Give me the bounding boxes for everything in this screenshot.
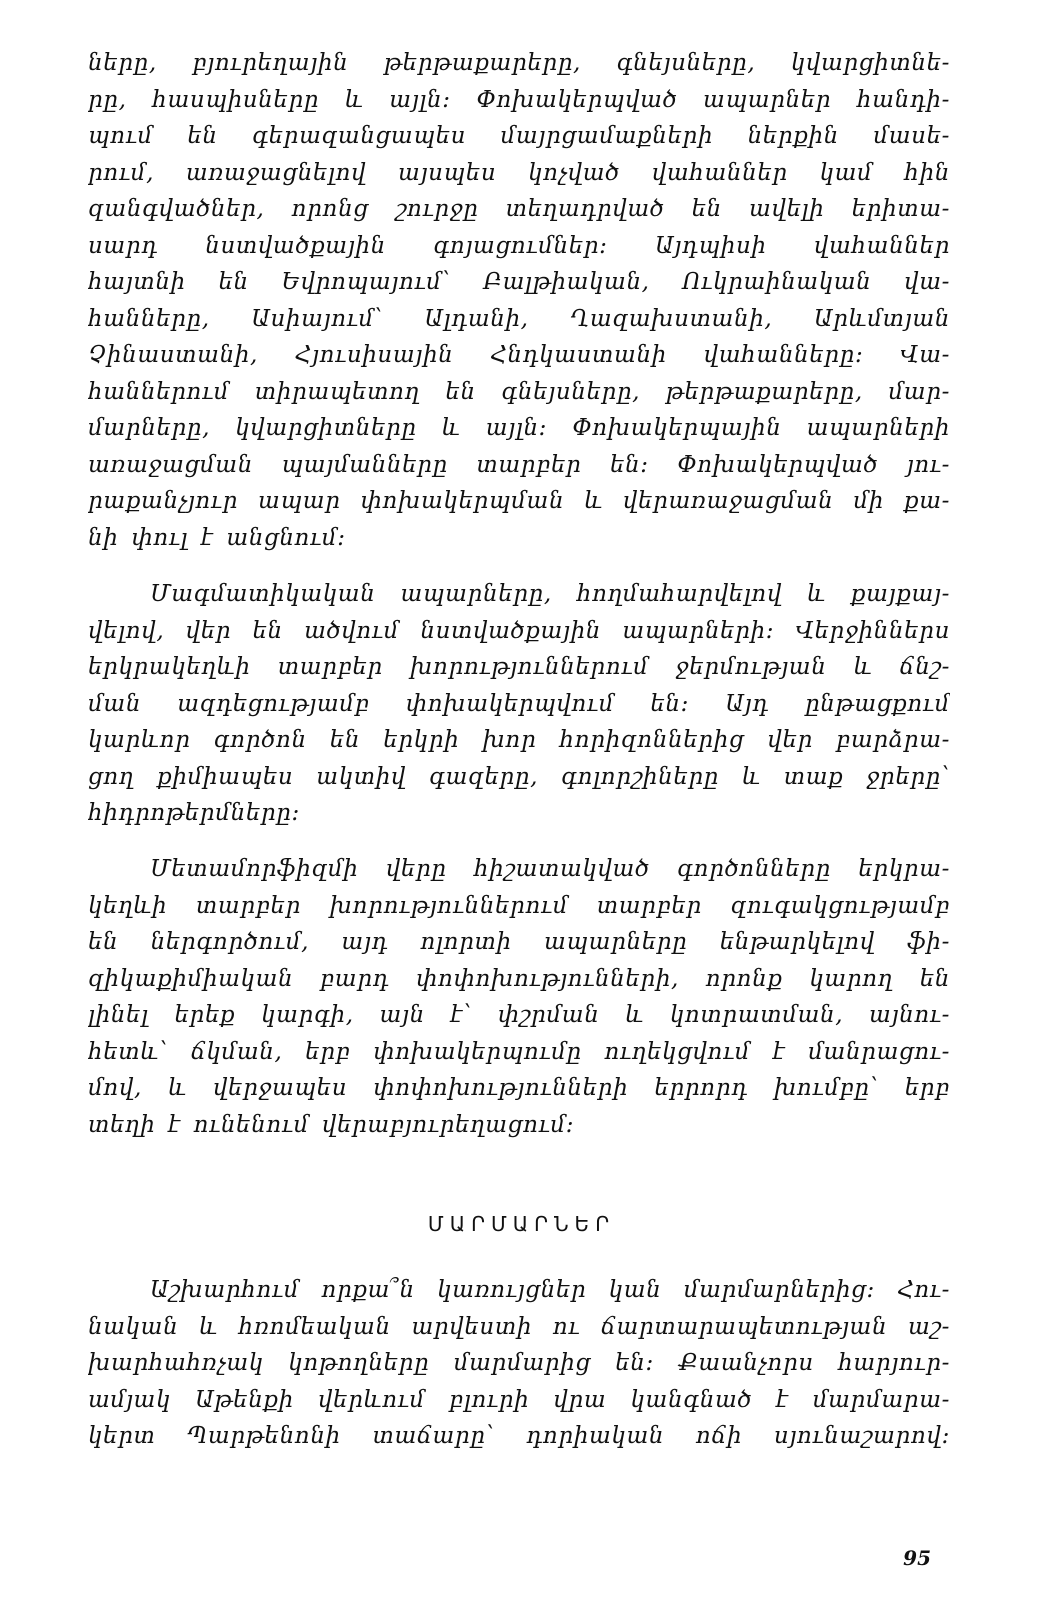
paragraph-magmatic-rocks bbox=[88, 576, 950, 832]
text-line: Աշխարհում որքա՞ն կառույցներ կան մարմարներից։ Հու- bbox=[150, 1277, 950, 1303]
text-line: ցող քիմիապես ակտիվ գազերը, գոլորշիները և տաք ջրերը՝ bbox=[88, 763, 950, 790]
text-line: հաններում տիրապետող են գնեյսները, թերթաքարերը, մար- bbox=[88, 378, 950, 405]
text-line: պում են գերազանցապես մայրցամաքների ներքին մասե- bbox=[88, 123, 950, 149]
page-number: 95 bbox=[903, 1546, 931, 1570]
text-line: րաքանչյուր ապար փոխակերպման և վերառաջացման մի քա- bbox=[88, 488, 950, 514]
text-line: րը, հասպիսները և այլն։ Փոխակերպված ապարներ հանդի- bbox=[88, 86, 950, 113]
paragraph-metamorphic-rocks bbox=[88, 45, 950, 556]
paragraph-marbles bbox=[88, 1272, 950, 1455]
text-line: առաջացման պայմանները տարբեր են։ Փոխակերպված յու- bbox=[88, 451, 950, 478]
text-line: հանները, Ասիայում՝ Ալդանի, Ղազախստանի, Արևմտյան bbox=[88, 305, 950, 332]
text-line: ամյակ Աթենքի վերևում բլուրի վրա կանգնած է մարմարա- bbox=[88, 1386, 950, 1413]
text-line: են ներգործում, այդ ոլորտի ապարները ենթարկելով ֆի- bbox=[88, 929, 950, 955]
text-line: Մագմատիկական ապարները, հողմահարվելով և քայքայ- bbox=[150, 581, 950, 607]
text-line: կեղևի տարբեր խորություններում տարբեր զուգակցությամբ bbox=[88, 892, 950, 919]
text-line: լինել երեք կարգի, այն է՝ փշրման և կոտրատման, այնու- bbox=[88, 1002, 950, 1028]
text-line: նական և հռոմեական արվեստի ու ճարտարապետության աշ- bbox=[88, 1313, 950, 1340]
paragraph-metamorphism bbox=[88, 851, 950, 1143]
text-line: տեղի է ունենում վերաբյուրեղացում։ bbox=[88, 1111, 575, 1138]
text-line: Մետամորֆիզմի վերը հիշատակված գործոնները երկրա- bbox=[150, 856, 950, 882]
text-line: րում, առաջացնելով այսպես կոչված վահաններ կամ հին bbox=[88, 159, 950, 186]
text-line: խարհահռչակ կոթողները մարմարից են։ Քաանչորս հարյուր- bbox=[88, 1350, 950, 1376]
text-line: հետև՝ ճկման, երբ փոխակերպումը ուղեկցվում է մանրացու- bbox=[88, 1038, 950, 1065]
text-line: մով, և վերջապես փոփոխությունների երրորդ խումբը՝ երբ bbox=[88, 1075, 950, 1101]
text-line: զիկաքիմիական բարդ փոփոխությունների, որոնք կարող են bbox=[88, 965, 950, 992]
text-line: կերտ Պարթենոնի տաճարը՝ դորիական ոճի սյունաշարով։ bbox=[88, 1423, 950, 1449]
text-line: Չինաստանի, Հյուսիսային Հնդկաստանի վահանները։ Վա- bbox=[88, 342, 950, 368]
text-line: զանգվածներ, որոնց շուրջը տեղադրված են ավելի երիտա- bbox=[88, 196, 950, 222]
text-line: նի փուլ է անցնում։ bbox=[88, 524, 346, 551]
text-line: սարդ նստվածքային գոյացումներ։ Այդպիսի վահաններ bbox=[88, 232, 950, 259]
text-line: վելով, վեր են ածվում նստվածքային ապարների։ Վերջիններս bbox=[88, 617, 950, 644]
text-line: ները, բյուրեղային թերթաքարերը, գնեյսները, կվարցիտնե- bbox=[88, 50, 950, 76]
text-line: հայտնի են Եվրոպայում՝ Բալթիական, Ուկրաինական վա- bbox=[88, 269, 950, 295]
text-line: հիդրոթերմները։ bbox=[88, 800, 300, 826]
text-line: երկրակեղևի տարբեր խորություններում ջերմության և ճնշ- bbox=[88, 654, 950, 680]
text-line: ման ազդեցությամբ փոխակերպվում են։ Այդ ընթացքում bbox=[88, 690, 950, 717]
text-line: կարևոր գործոն են երկրի խոր հորիզոններից վեր բարձրա- bbox=[88, 727, 950, 753]
text-line: մարները, կվարցիտները և այլն։ Փոխակերպային ապարների bbox=[88, 415, 950, 441]
section-heading: ՄԱՐՄԱՐՆԵՐ bbox=[427, 1212, 616, 1236]
